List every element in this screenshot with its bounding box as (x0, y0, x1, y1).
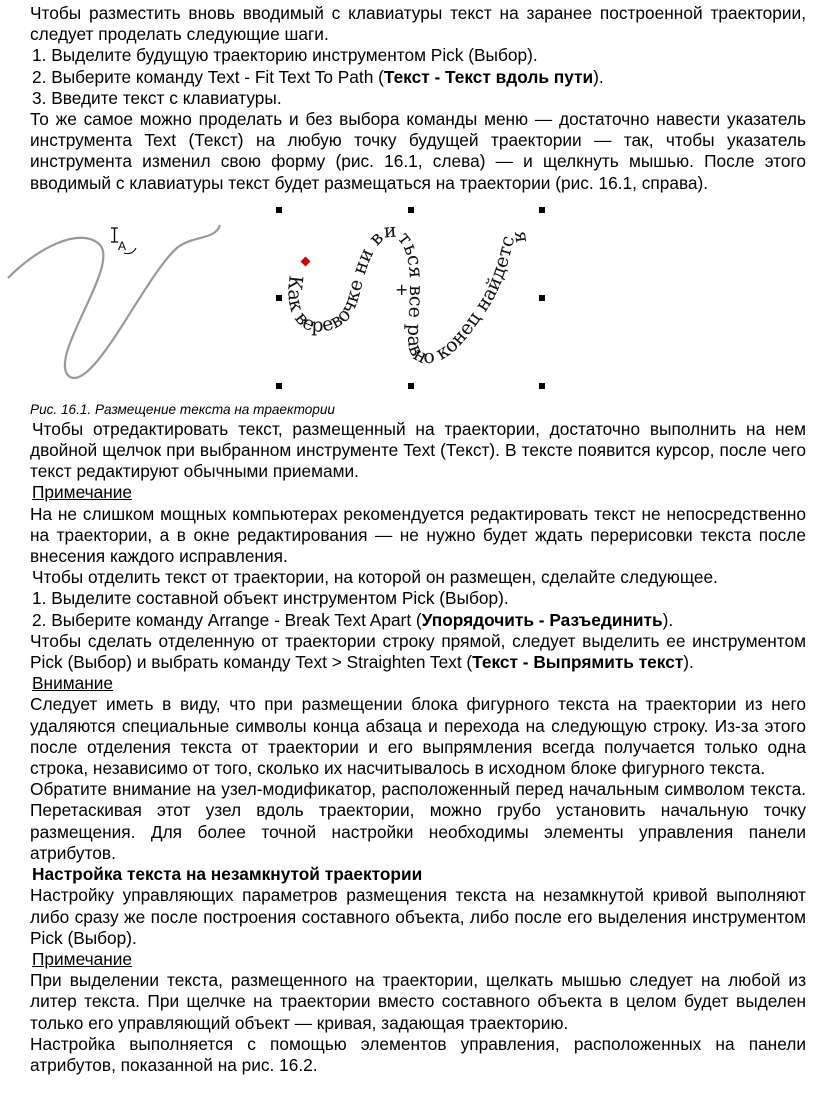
step-2-menu-path: Текст - Текст вдоль пути (383, 66, 594, 87)
step-3: 3. Введите текст с клавиатуры. (32, 87, 282, 108)
note-2-text: При выделении текста, размещенного на траектории, щелкать мышью следует на любой из литер текста. При щелчке на траектории вместо составного объекта в целом будет выделен только его управляющий объект — кривая, задающая траекторию. (30, 970, 806, 1033)
document-page (30, 0, 806, 1076)
edit-paragraph: Чтобы отредактировать текст, размещенный на траектории, достаточно выполнить на нем двойной щелчок при выбранном инструменте Text (Текст). В тексте появится курсор, после чего текст редактируют обычными приемами. (30, 418, 806, 482)
warning-label: Внимание (32, 673, 114, 694)
attributes-panel-paragraph: Настройка выполняется с помощью элементов управления, расположенных на панели атрибутов, показанной на рис. 16.2. (30, 1033, 806, 1075)
note-1-text: На не слишком мощных компьютерах рекомендуется редактировать текст не непосредственно на траектории, а в окне редактирования — не нужно будет ждать перерисовки текста после внесения каждого исправления. (30, 503, 806, 567)
step-4: 1. Выделите составной объект инструментом Pick (Выбор). (32, 588, 509, 609)
intro-paragraph: Чтобы разместить вновь вводимый с клавиатуры текст на заранее построенной траектории, следует проделать следующие шаги. (30, 3, 806, 45)
figure-caption: Рис. 16.1. Размещение текста на траектории (30, 401, 335, 417)
warning-text: Следует иметь в виду, что при размещении блока фигурного текста на траектории из него удаляются специальные символы конца абзаца и перехода на следующую строку. Из-за этого после отделения текста от траектории и его выпрямления всегда получается только одна строка, независимо от того, сколько их насчитывалось в исходном блоке фигурного текста. (30, 694, 806, 779)
step-5-post: ). (662, 609, 674, 630)
text-on-path: Как веревочке ни виться все равно конец найдется (283, 219, 534, 369)
note-2-label: Примечание (32, 948, 133, 969)
step-5 (30, 610, 806, 631)
figure-illustration (0, 195, 560, 400)
step-2-pre: 2. Выберите команду Text - Fit Text To Path ( (32, 66, 384, 87)
text-tool-cursor-icon (111, 228, 136, 254)
section-heading: Настройка текста на незамкнутой траектории (32, 864, 423, 885)
detach-paragraph: Чтобы отделить текст от траектории, на которой он размещен, сделайте следующее. (32, 567, 718, 588)
step-5-menu-path: Упорядочить - Разъединить (421, 609, 663, 630)
straighten-menu-path: Текст - Выпрямить текст (472, 652, 684, 673)
step-5-pre: 2. Выберите команду Arrange - Break Text Apart ( (32, 609, 422, 630)
straighten-post: ). (683, 652, 694, 673)
center-mark-icon: + (395, 279, 409, 299)
modifier-node-paragraph: Обратите внимание на узел-модификатор, расположенный перед начальным символом текста. Перетаскивая этот узел вдоль траектории, можно грубо установить начальную точку размещения. Для более точной настройки необходимы элементы управления панели атрибутов. (30, 779, 806, 863)
freehand-path (8, 225, 220, 378)
alt-method-paragraph: То же самое можно проделать и без выбора команды меню — достаточно навести указатель инструмента Text (Текст) на любую точку будущей траектории — так, чтобы указатель инструмента изменил свою форму (рис. 16.1, слева) — и щелкнуть мышью. После этого вводимый с клавиатуры текст будет размещаться на траектории (рис. 16.1, справа). (30, 109, 806, 193)
settings-paragraph: Настройку управляющих параметров размещения текста на незамкнутой кривой выполняют либо сразу же после построения составного объекта, либо после его выделения инструментом Pick (Выбор). (30, 885, 806, 948)
step-2-post: ). (593, 66, 604, 87)
step-1: 1. Выделите будущую траекторию инструментом Pick (Выбор). (32, 45, 538, 66)
straighten-paragraph (30, 631, 806, 673)
note-1-label: Примечание (32, 482, 133, 503)
start-node-handle[interactable] (301, 256, 311, 266)
straighten-pre: Чтобы сделать отделенную от траектории строку прямой, следует выделить ее инструментом Pick (Выбор) и выбрать команду Text > Straighten Text ( (30, 630, 806, 673)
figure-16-1 (30, 195, 806, 400)
svg-text:A: A (118, 238, 127, 253)
step-2 (30, 67, 806, 88)
